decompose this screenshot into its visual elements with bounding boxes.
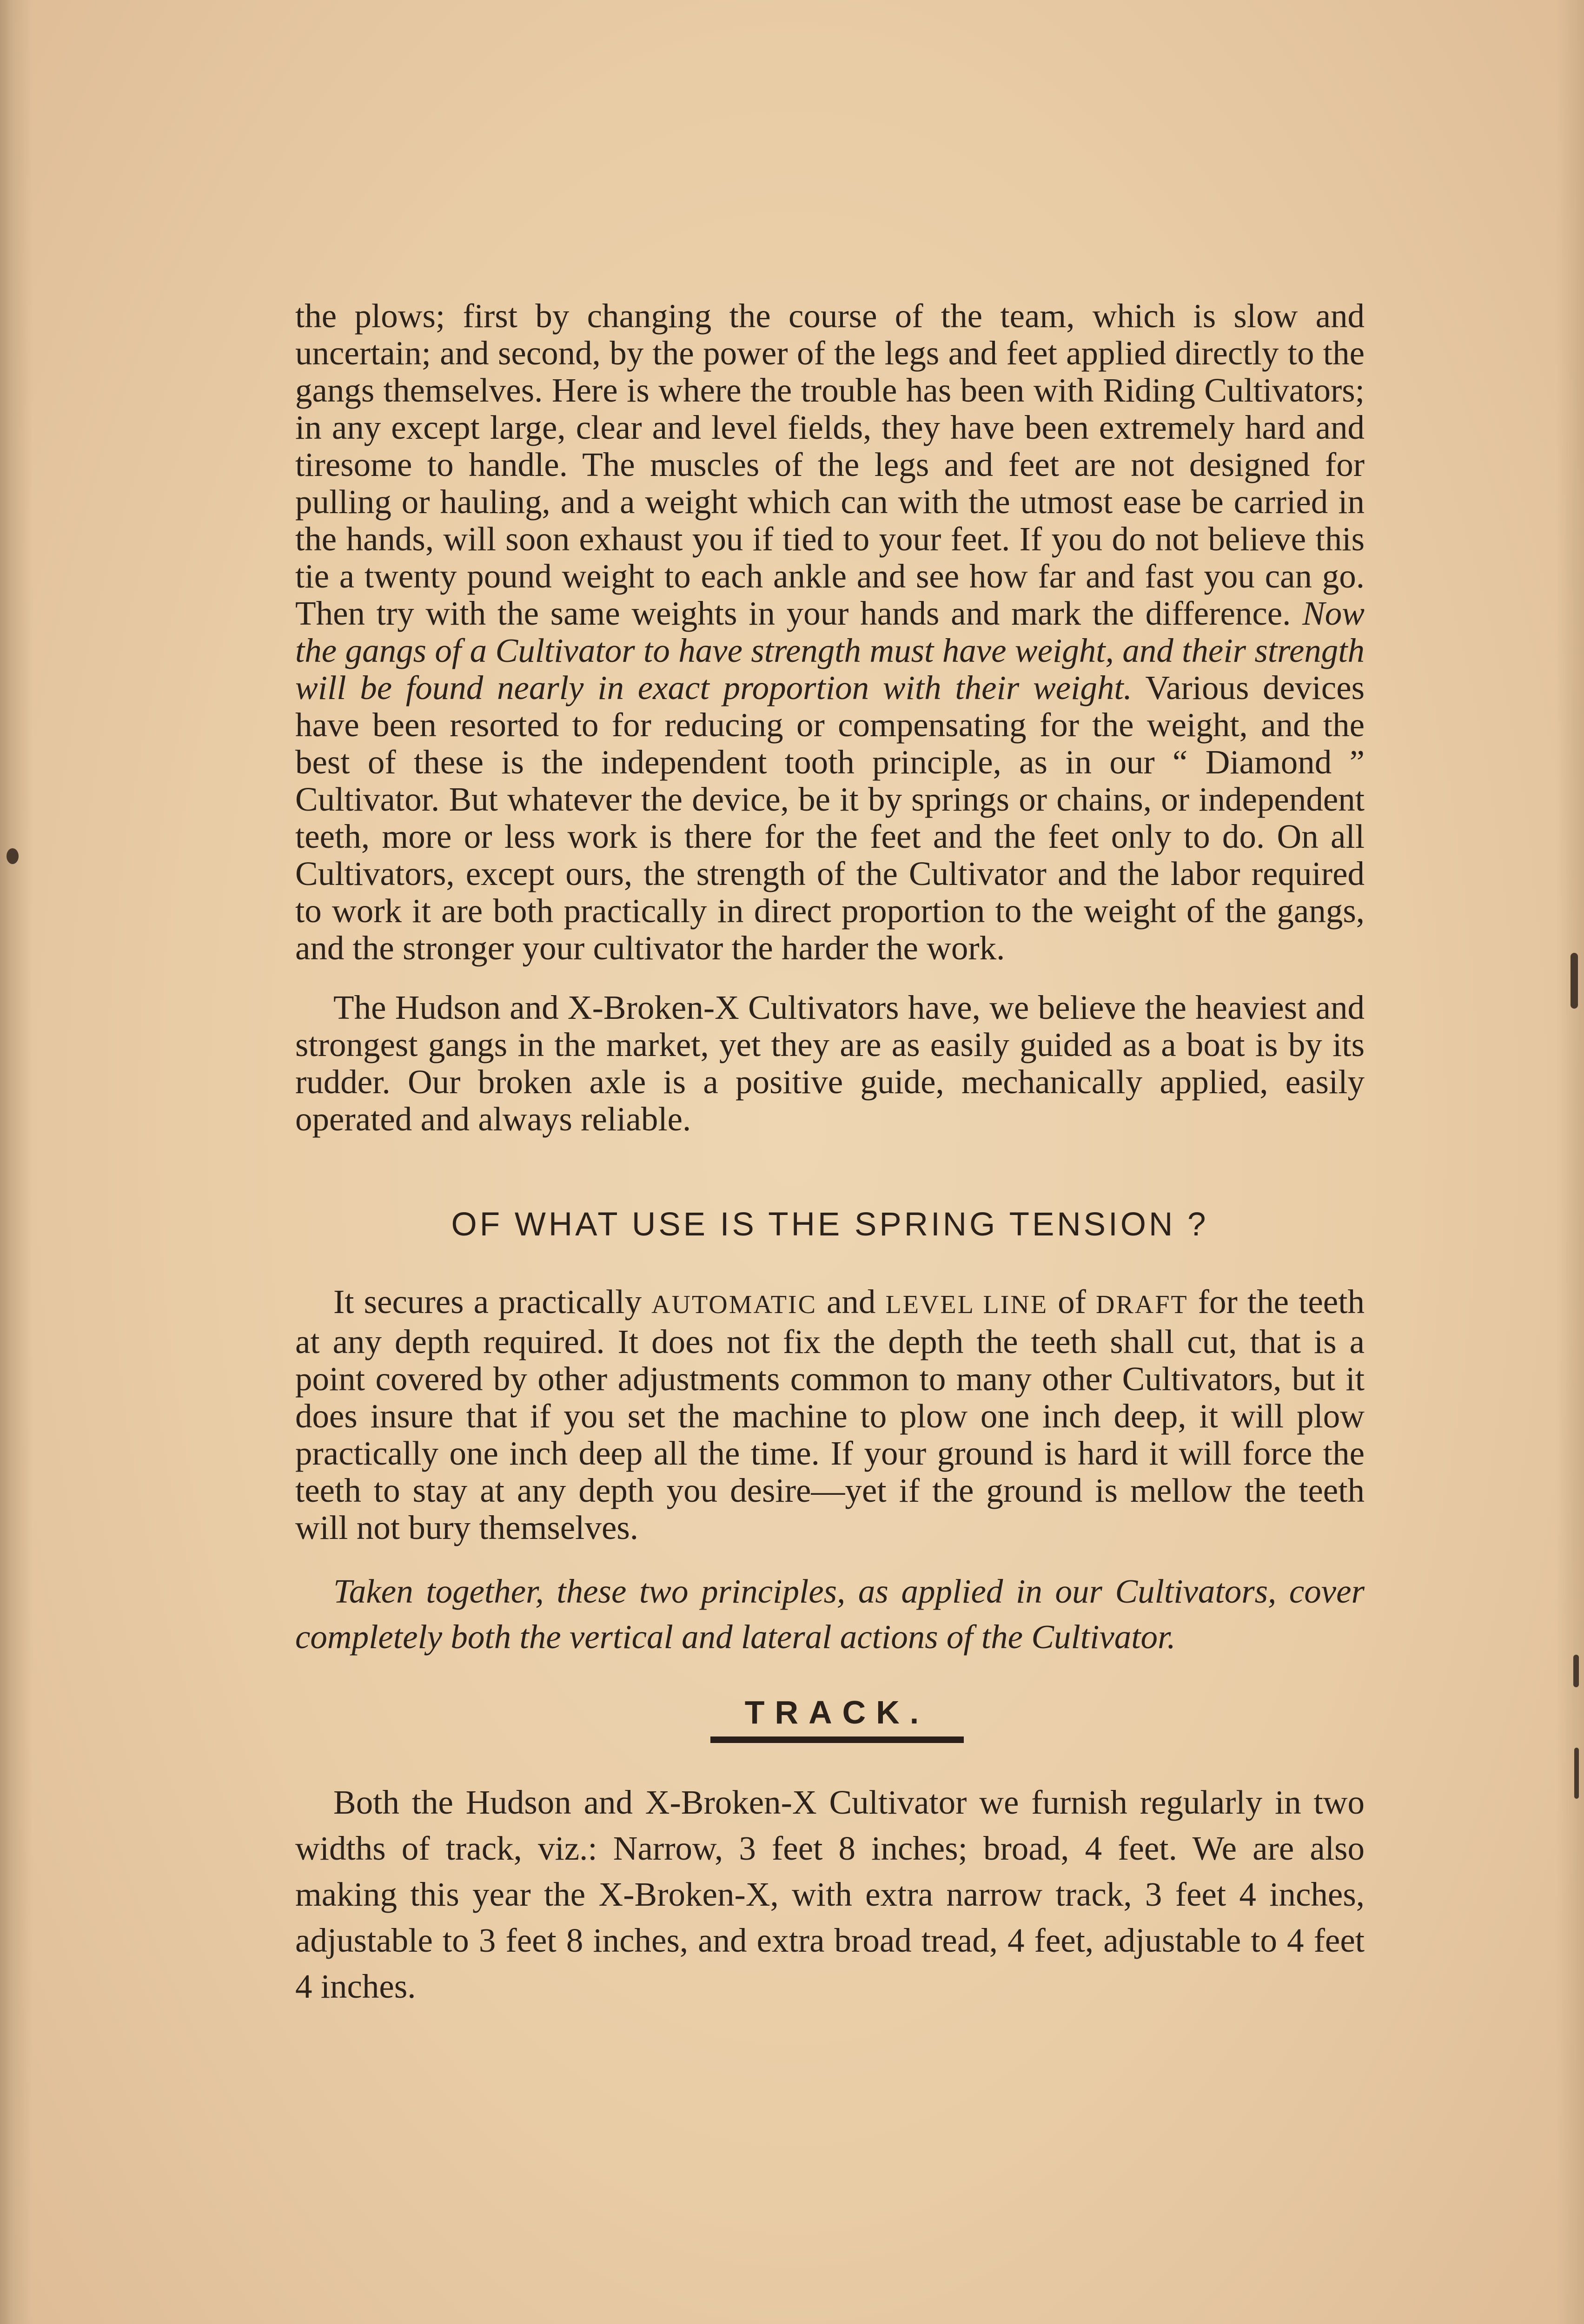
body-paragraph: The Hudson and X-Broken-X Cultivators have, we believe the heaviest and strongest gangs in the market, yet they are as easily guided as a boat is by its rudder. Our broken axle is a positive guide, mechanically applied, easily operated and always reliable. — [295, 989, 1365, 1138]
italic-paragraph: Taken together, these two principles, as applied in our Cultivators, cover completely both the vertical and lateral actions of the Cultivator. — [295, 1572, 1365, 1656]
italic-emphasis: Now the gangs of a Cultivator to have strength must have weight, and their strength will be found nearly in exact proportion with their weight. — [295, 594, 1365, 706]
paragraph-text: for the teeth at any depth required. It does not fix the depth the teeth shall cut, that is a point covered by other adjustments common to many other Cultivators, but it does insure that if you set the machine to plow one inch deep, it will plow practically one inch deep all the time. If your ground is hard it will force the teeth to stay at any depth you desire—yet if the ground is mellow the teeth will not bury themselves. — [295, 1283, 1365, 1546]
page-speck — [1573, 1655, 1579, 1687]
small-caps-text: DRAFT — [1096, 1290, 1188, 1319]
body-paragraph — [295, 1283, 1365, 1546]
page-content — [295, 297, 1365, 2043]
track-heading: TRACK. — [744, 1694, 929, 1730]
paragraph-text: of — [1048, 1283, 1096, 1320]
body-paragraph: Both the Hudson and X-Broken-X Cultivator we furnish regularly in two widths of track, viz.: Narrow, 3 feet 8 inches; broad, 4 feet. We are also making this year the X-Broken-X, with extra narrow track, 3 feet 4 inches, adjustable to 3 feet 8 inches, and extra broad tread, 4 feet, adjustable to 4 feet 4 inches. — [295, 1783, 1365, 2005]
page-right-edge — [1556, 0, 1584, 2324]
paragraph-text: the plows; first by changing the course of the team, which is slow and uncertain; and second, by the power of the legs and feet applied directly to the gangs themselves. Here is where the trouble has been with Riding Cultivators; in any except large, clear and level fields, they have been extremely hard and tiresome to handle. The muscles of the legs and feet are not designed for pulling or hauling, and a weight which can with the utmost ease be carried in the hands, will soon exhaust you if tied to your feet. If you do not believe this tie a twenty pound weight to each ankle and see how far and fast you can go. Then try with the same weights in your hands and mark the difference. — [295, 297, 1365, 632]
page-speck — [7, 848, 19, 864]
body-paragraph — [295, 297, 1365, 967]
page-left-edge — [0, 0, 33, 2324]
small-caps-text: LEVEL LINE — [885, 1290, 1048, 1319]
page-speck — [1571, 953, 1578, 1009]
heading-underline — [710, 1736, 964, 1743]
small-caps-text: AUTOMATIC — [651, 1290, 817, 1319]
paragraph-text: and — [816, 1283, 886, 1320]
section-heading: OF WHAT USE IS THE SPRING TENSION ? — [451, 1206, 1209, 1243]
paragraph-text: Various devices have been resorted to for reducing or compensating for the weight, and the best of these is the independent tooth principle, as in our “ Diamond ” Cultivator. But whatever the device, be it by springs or chains, or independent teeth, more or less work is there for the feet and the feet only to do. On all Cultivators, except ours, the strength of the Cultivator and the labor required to work it are both practically in direct proportion to the weight of the gangs, and the stronger your cultivator the harder the work. — [295, 669, 1365, 967]
page-speck — [1574, 1748, 1579, 1799]
paragraph-text: It secures a practically — [333, 1283, 652, 1320]
